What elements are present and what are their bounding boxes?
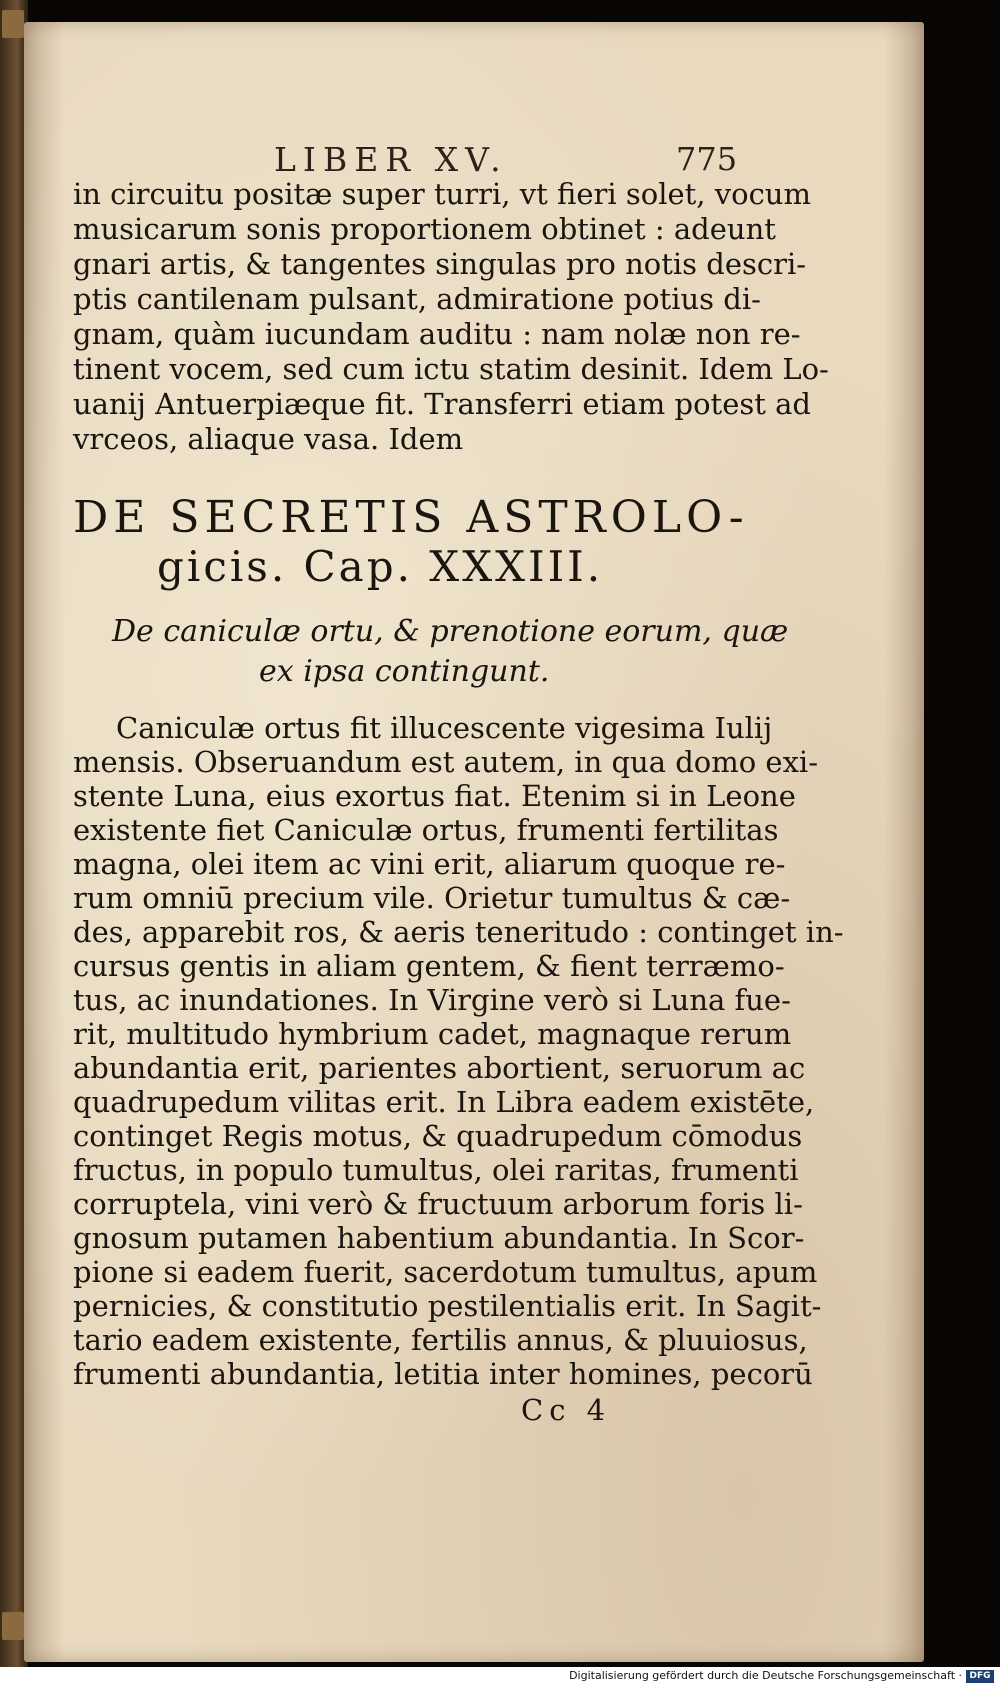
binding-tab [2,10,24,38]
text-line: abundantia erit, parientes abortient, seruorum ac [73,1051,806,1085]
text-line: fructus, in populo tumultus, olei raritas, frumenti [73,1153,799,1187]
text-line: pione si eadem fuerit, sacerdotum tumultus, apum [73,1255,818,1289]
text-line: cursus gentis in aliam gentem, & fient terræmo- [73,949,785,983]
text-line: pernicies, & constitutio pestilentialis erit. In Sagit- [73,1289,822,1323]
text-line: vrceos, aliaque vasa. Idem [73,422,464,456]
text-line: des, apparebit ros, & aeris teneritudo : continget in- [73,915,844,949]
chapter-subheading-continued: ex ipsa contingunt. [259,654,550,689]
chapter-subheading: De caniculæ ortu, & prenotione eorum, quæ [112,614,789,649]
dfg-logo[interactable]: DFG [966,1670,994,1683]
text-line: gnosum putamen habentium abundantia. In Scor- [73,1221,805,1255]
text-line: gnari artis, & tangentes singulas pro notis descri- [73,247,807,281]
text-line: gnam, quàm iucundam auditu : nam nolæ non re- [73,317,801,351]
text-line: frumenti abundantia, letitia inter homines, pecorū [73,1357,813,1391]
binding-tab [2,1612,24,1640]
signature-mark: Cc 4 [521,1393,612,1427]
text-line: Caniculæ ortus fit illucescente vigesima Iulij [116,711,773,745]
text-line: tus, ac inundationes. In Virgine verò si Luna fue- [73,983,791,1017]
text-line: mensis. Obseruandum est autem, in qua domo exi- [73,745,819,779]
funding-credit: Digitalisierung gefördert durch die Deutsche Forschungsgemeinschaft · [569,1669,962,1682]
text-line: tario eadem existente, fertilis annus, & pluuiosus, [73,1323,808,1357]
text-line: uanij Antuerpiæque fit. Transferri etiam potest ad [73,387,811,421]
text-line: stente Luna, eius exortus fiat. Etenim si in Leone [73,779,796,813]
page-number: 775 [676,140,738,178]
running-head: LIBER XV. [274,140,508,179]
book-page [24,22,924,1662]
chapter-heading-continued: gicis. Cap. XXXIII. [157,542,604,591]
text-line: in circuitu positæ super turri, vt fieri solet, vocum [73,177,811,211]
digitization-footer [0,1667,1000,1687]
text-line: magna, olei item ac vini erit, aliarum quoque re- [73,847,786,881]
text-line: quadrupedum vilitas erit. In Libra eadem existēte, [73,1085,815,1119]
text-line: musicarum sonis proportionem obtinet : adeunt [73,212,776,246]
text-line: ptis cantilenam pulsant, admiratione potius di- [73,282,761,316]
text-line: rum omniū precium vile. Orietur tumultus & cæ- [73,881,791,915]
chapter-heading: DE SECRETIS ASTROLO- [73,492,749,543]
text-line: continget Regis motus, & quadrupedum cōmodus [73,1119,803,1153]
text-line: rit, multitudo hymbrium cadet, magnaque rerum [73,1017,792,1051]
text-line: corruptela, vini verò & fructuum arborum foris li- [73,1187,803,1221]
text-line: existente fiet Caniculæ ortus, frumenti fertilitas [73,813,779,847]
text-line: tinent vocem, sed cum ictu statim desinit. Idem Lo- [73,352,829,386]
